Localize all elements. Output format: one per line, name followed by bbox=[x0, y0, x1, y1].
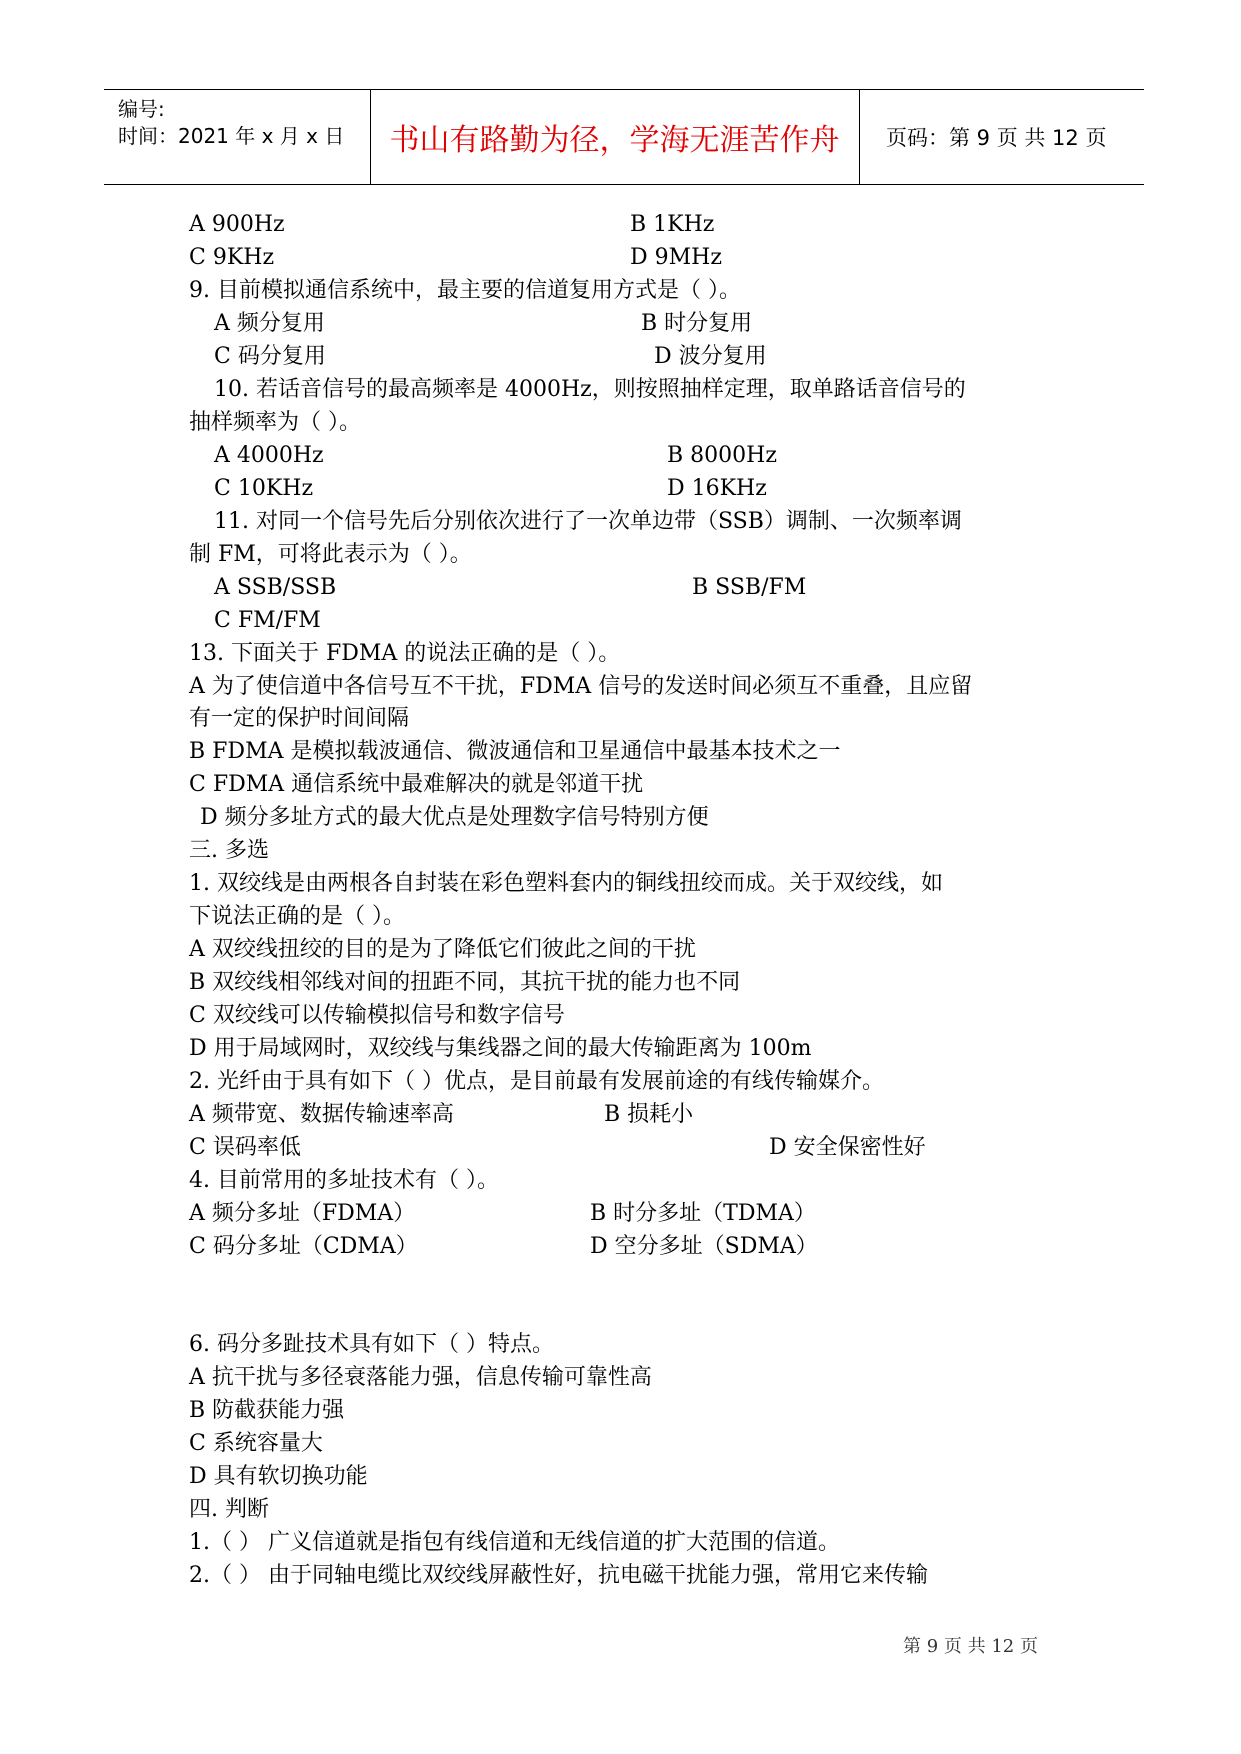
page-header bbox=[104, 89, 1144, 185]
text-line: 2. 光纤由于具有如下（ ）优点，是目前最有发展前途的有线传输媒介。 bbox=[189, 1069, 884, 1094]
doc-number-label: 编号: bbox=[118, 97, 165, 121]
text-line: A 双绞线扭绞的目的是为了降低它们彼此之间的干扰 bbox=[189, 937, 696, 962]
text-line: 下说法正确的是（ ）。 bbox=[189, 904, 405, 929]
text-line: B 防截获能力强 bbox=[189, 1398, 345, 1423]
text-line: D 波分复用 bbox=[654, 344, 767, 369]
header-page-info: 页码：第 9 页 共 12 页 bbox=[886, 126, 1107, 150]
text-line: D 具有软切换功能 bbox=[189, 1464, 368, 1489]
text-line: B SSB/FM bbox=[692, 575, 807, 600]
text-line: 四. 判断 bbox=[189, 1497, 269, 1522]
text-line: 9. 目前模拟通信系统中，最主要的信道复用方式是（ ）。 bbox=[189, 278, 741, 303]
header-divider bbox=[859, 90, 860, 184]
text-line: B 损耗小 bbox=[604, 1102, 694, 1127]
text-line: C FDMA 通信系统中最难解决的就是邻道干扰 bbox=[189, 772, 644, 797]
text-line: B 8000Hz bbox=[667, 443, 777, 468]
text-line: B FDMA 是模拟载波通信、微波通信和卫星通信中最基本技术之一 bbox=[189, 739, 841, 764]
text-line: C 系统容量大 bbox=[189, 1431, 323, 1456]
text-line: B 双绞线相邻线对间的扭距不同，其抗干扰的能力也不同 bbox=[189, 970, 741, 995]
text-line: D 9MHz bbox=[630, 245, 722, 270]
text-line: C 9KHz bbox=[189, 245, 275, 270]
text-line: 三. 多选 bbox=[189, 838, 269, 863]
text-line: D 空分多址（SDMA） bbox=[590, 1234, 818, 1259]
text-line: C FM/FM bbox=[214, 608, 321, 633]
text-line: A 频分多址（FDMA） bbox=[189, 1201, 416, 1226]
text-line: 2.（ ） 由于同轴电缆比双绞线屏蔽性好，抗电磁干扰能力强，常用它来传输 bbox=[189, 1563, 928, 1588]
text-line: 抽样频率为（ ）。 bbox=[189, 410, 361, 435]
text-line: B 时分多址（TDMA） bbox=[590, 1201, 816, 1226]
text-line: D 16KHz bbox=[667, 476, 767, 501]
text-line: 1. 双绞线是由两根各自封装在彩色塑料套内的铜线扭绞而成。关于双绞线，如 bbox=[189, 871, 943, 896]
text-line: A 频带宽、数据传输速率高 bbox=[189, 1102, 454, 1127]
text-line: B 1KHz bbox=[630, 212, 715, 237]
header-left bbox=[118, 96, 344, 150]
text-line: A SSB/SSB bbox=[214, 575, 337, 600]
header-motto: 书山有路勤为径，学海无涯苦作舟 bbox=[389, 123, 840, 158]
text-line: D 安全保密性好 bbox=[769, 1135, 926, 1160]
text-line: 1.（ ） 广义信道就是指包有线信道和无线信道的扩大范围的信道。 bbox=[189, 1530, 840, 1555]
text-line: 4. 目前常用的多址技术有（ ）。 bbox=[189, 1168, 499, 1193]
text-line: 10. 若话音信号的最高频率是 4000Hz，则按照抽样定理，取单路话音信号的 bbox=[214, 377, 966, 402]
text-line: C 双绞线可以传输模拟信号和数字信号 bbox=[189, 1003, 565, 1028]
text-line: 有一定的保护时间间隔 bbox=[189, 706, 410, 731]
text-line: C 10KHz bbox=[214, 476, 314, 501]
text-line: 6. 码分多趾技术具有如下（ ）特点。 bbox=[189, 1332, 554, 1357]
text-line: A 抗干扰与多径衰落能力强，信息传输可靠性高 bbox=[189, 1365, 652, 1390]
text-line: B 时分复用 bbox=[641, 311, 753, 336]
text-line: 制 FM，可将此表示为（ ）。 bbox=[189, 542, 472, 567]
text-line: A 4000Hz bbox=[214, 443, 324, 468]
text-line: A 900Hz bbox=[189, 212, 285, 237]
text-line: 13. 下面关于 FDMA 的说法正确的是（ ）。 bbox=[189, 641, 621, 666]
text-line: A 为了使信道中各信号互不干扰，FDMA 信号的发送时间必须互不重叠，且应留 bbox=[189, 674, 973, 699]
text-line: A 频分复用 bbox=[214, 311, 325, 336]
text-line: C 误码率低 bbox=[189, 1135, 301, 1160]
text-line: D 频分多址方式的最大优点是处理数字信号特别方便 bbox=[200, 805, 709, 830]
page-footer: 第 9 页 共 12 页 bbox=[903, 1636, 1038, 1657]
text-line: D 用于局域网时，双绞线与集线器之间的最大传输距离为 100m bbox=[189, 1036, 812, 1061]
doc-time-label: 时间：2021 年 x 月 x 日 bbox=[118, 124, 345, 148]
text-line: C 码分多址（CDMA） bbox=[189, 1234, 418, 1259]
text-line: C 码分复用 bbox=[214, 344, 326, 369]
text-line: 11. 对同一个信号先后分别依次进行了一次单边带（SSB）调制、一次频率调 bbox=[214, 509, 962, 534]
